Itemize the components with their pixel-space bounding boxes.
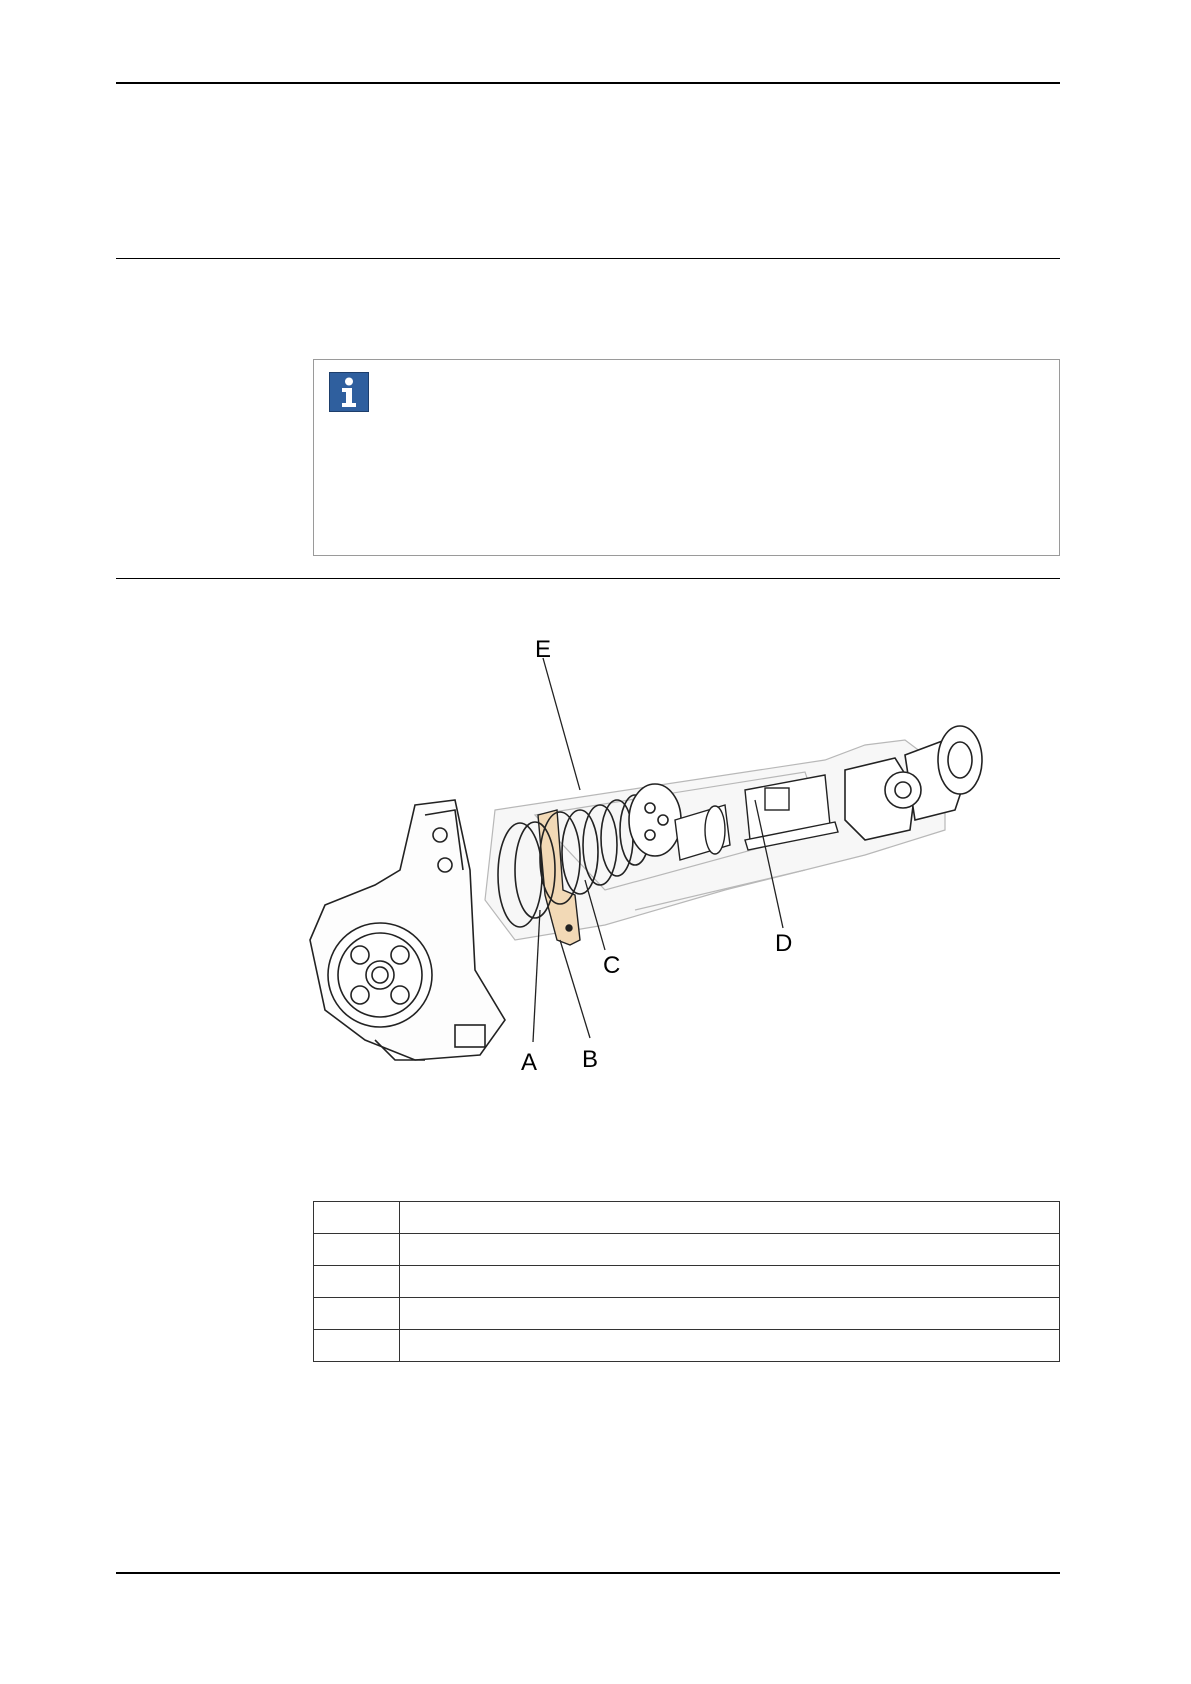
callout-e: E bbox=[535, 640, 552, 663]
legend-value bbox=[400, 1266, 1060, 1298]
legend-table bbox=[313, 1201, 1060, 1362]
section-rule-2 bbox=[116, 578, 1060, 579]
callout-c: C bbox=[603, 952, 621, 979]
legend-value bbox=[400, 1298, 1060, 1330]
legend-value bbox=[400, 1234, 1060, 1266]
callout-d: D bbox=[775, 930, 793, 957]
legend-value bbox=[400, 1202, 1060, 1234]
table-row bbox=[314, 1266, 1060, 1298]
table-row bbox=[314, 1330, 1060, 1362]
legend-key bbox=[314, 1330, 400, 1362]
robot-arm-illustration bbox=[305, 640, 1045, 1165]
legend-key bbox=[314, 1298, 400, 1330]
legend-value bbox=[400, 1330, 1060, 1362]
section-rule bbox=[116, 258, 1060, 259]
table-row bbox=[314, 1234, 1060, 1266]
table-row bbox=[314, 1298, 1060, 1330]
legend-key bbox=[314, 1266, 400, 1298]
callout-b: B bbox=[582, 1046, 599, 1073]
info-icon bbox=[329, 372, 369, 412]
header-rule bbox=[116, 82, 1060, 84]
legend-key bbox=[314, 1234, 400, 1266]
gearbox-housing bbox=[310, 800, 505, 1060]
note-box bbox=[313, 359, 1060, 556]
legend-key bbox=[314, 1202, 400, 1234]
footer-rule bbox=[116, 1572, 1060, 1574]
callout-a: A bbox=[521, 1049, 538, 1076]
table-row bbox=[314, 1202, 1060, 1234]
